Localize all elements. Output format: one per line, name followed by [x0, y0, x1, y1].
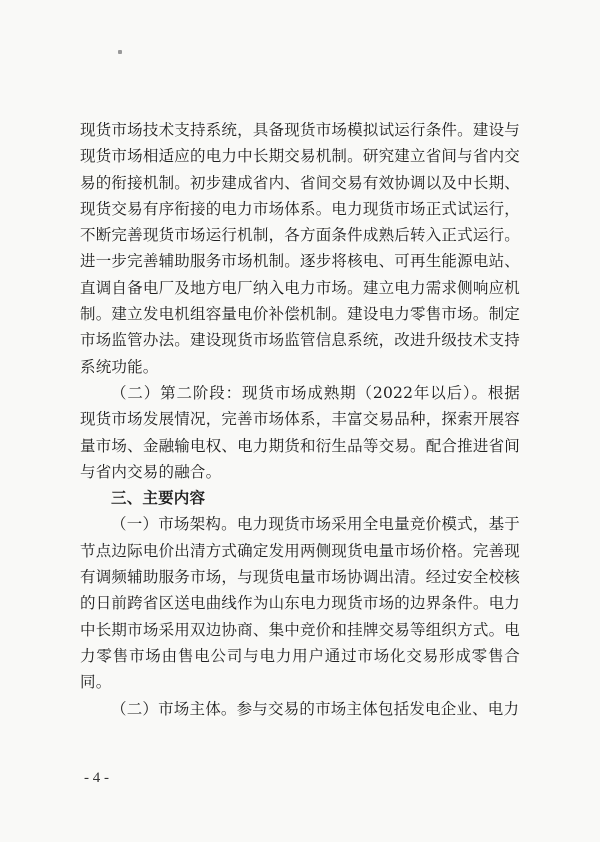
page-number: - 4 - [84, 770, 109, 786]
paragraph-market-structure: （一）市场架构。电力现货市场采用全电量竞价模式，基于节点边际电价出清方式确定发用两侧现货电量市场价格。完善现有调频辅助服务市场，与现货电量市场协调出清。经过安全校核的日前跨省区送电曲线作为山东电力现货市场的边界条件。电力中长期市场采用双边协商、集中竞价和挂牌交易等组织方式。电力零售市场由售电公司与电力用户通过市场化交易形成零售合同。 [80, 515, 520, 692]
paragraph-market-entities: （二）市场主体。参与交易的市场主体包括发电企业、电力 [111, 699, 520, 718]
section-heading-main-content: 三、主要内容 [111, 488, 206, 508]
corner-dot [118, 50, 122, 54]
paragraph-continuation: 现货市场技术支持系统，具备现货市场模拟试运行条件。建设与现货市场相适应的电力中长期交易机制。研究建立省间与省内交易的衔接机制。初步建成省内、省间交易有效协调以及中长期、现货交易有序衔接的电力市场体系。电力现货市场正式试运行，不断完善现货市场运行机制，各方面条件成熟后转入正式运行。进一步完善辅助服务市场机制。逐步将核电、可再生能源电站、直调自备电厂及地方电厂纳入电力市场。建立电力需求侧响应机制。建立发电机组容量电价补偿机制。建设电力零售市场。制定市场监管办法。建设现货市场监管信息系统，改进升级技术支持系统功能。 [80, 121, 520, 376]
document-body [80, 117, 520, 722]
paragraph-stage-two: （二）第二阶段：现货市场成熟期（2022年以后）。根据现货市场发展情况，完善市场体系，丰富交易品种，探索开展容量市场、金融输电权、电力期货和衍生品等交易。配合推进省间与省内交易的融合。 [80, 383, 520, 481]
